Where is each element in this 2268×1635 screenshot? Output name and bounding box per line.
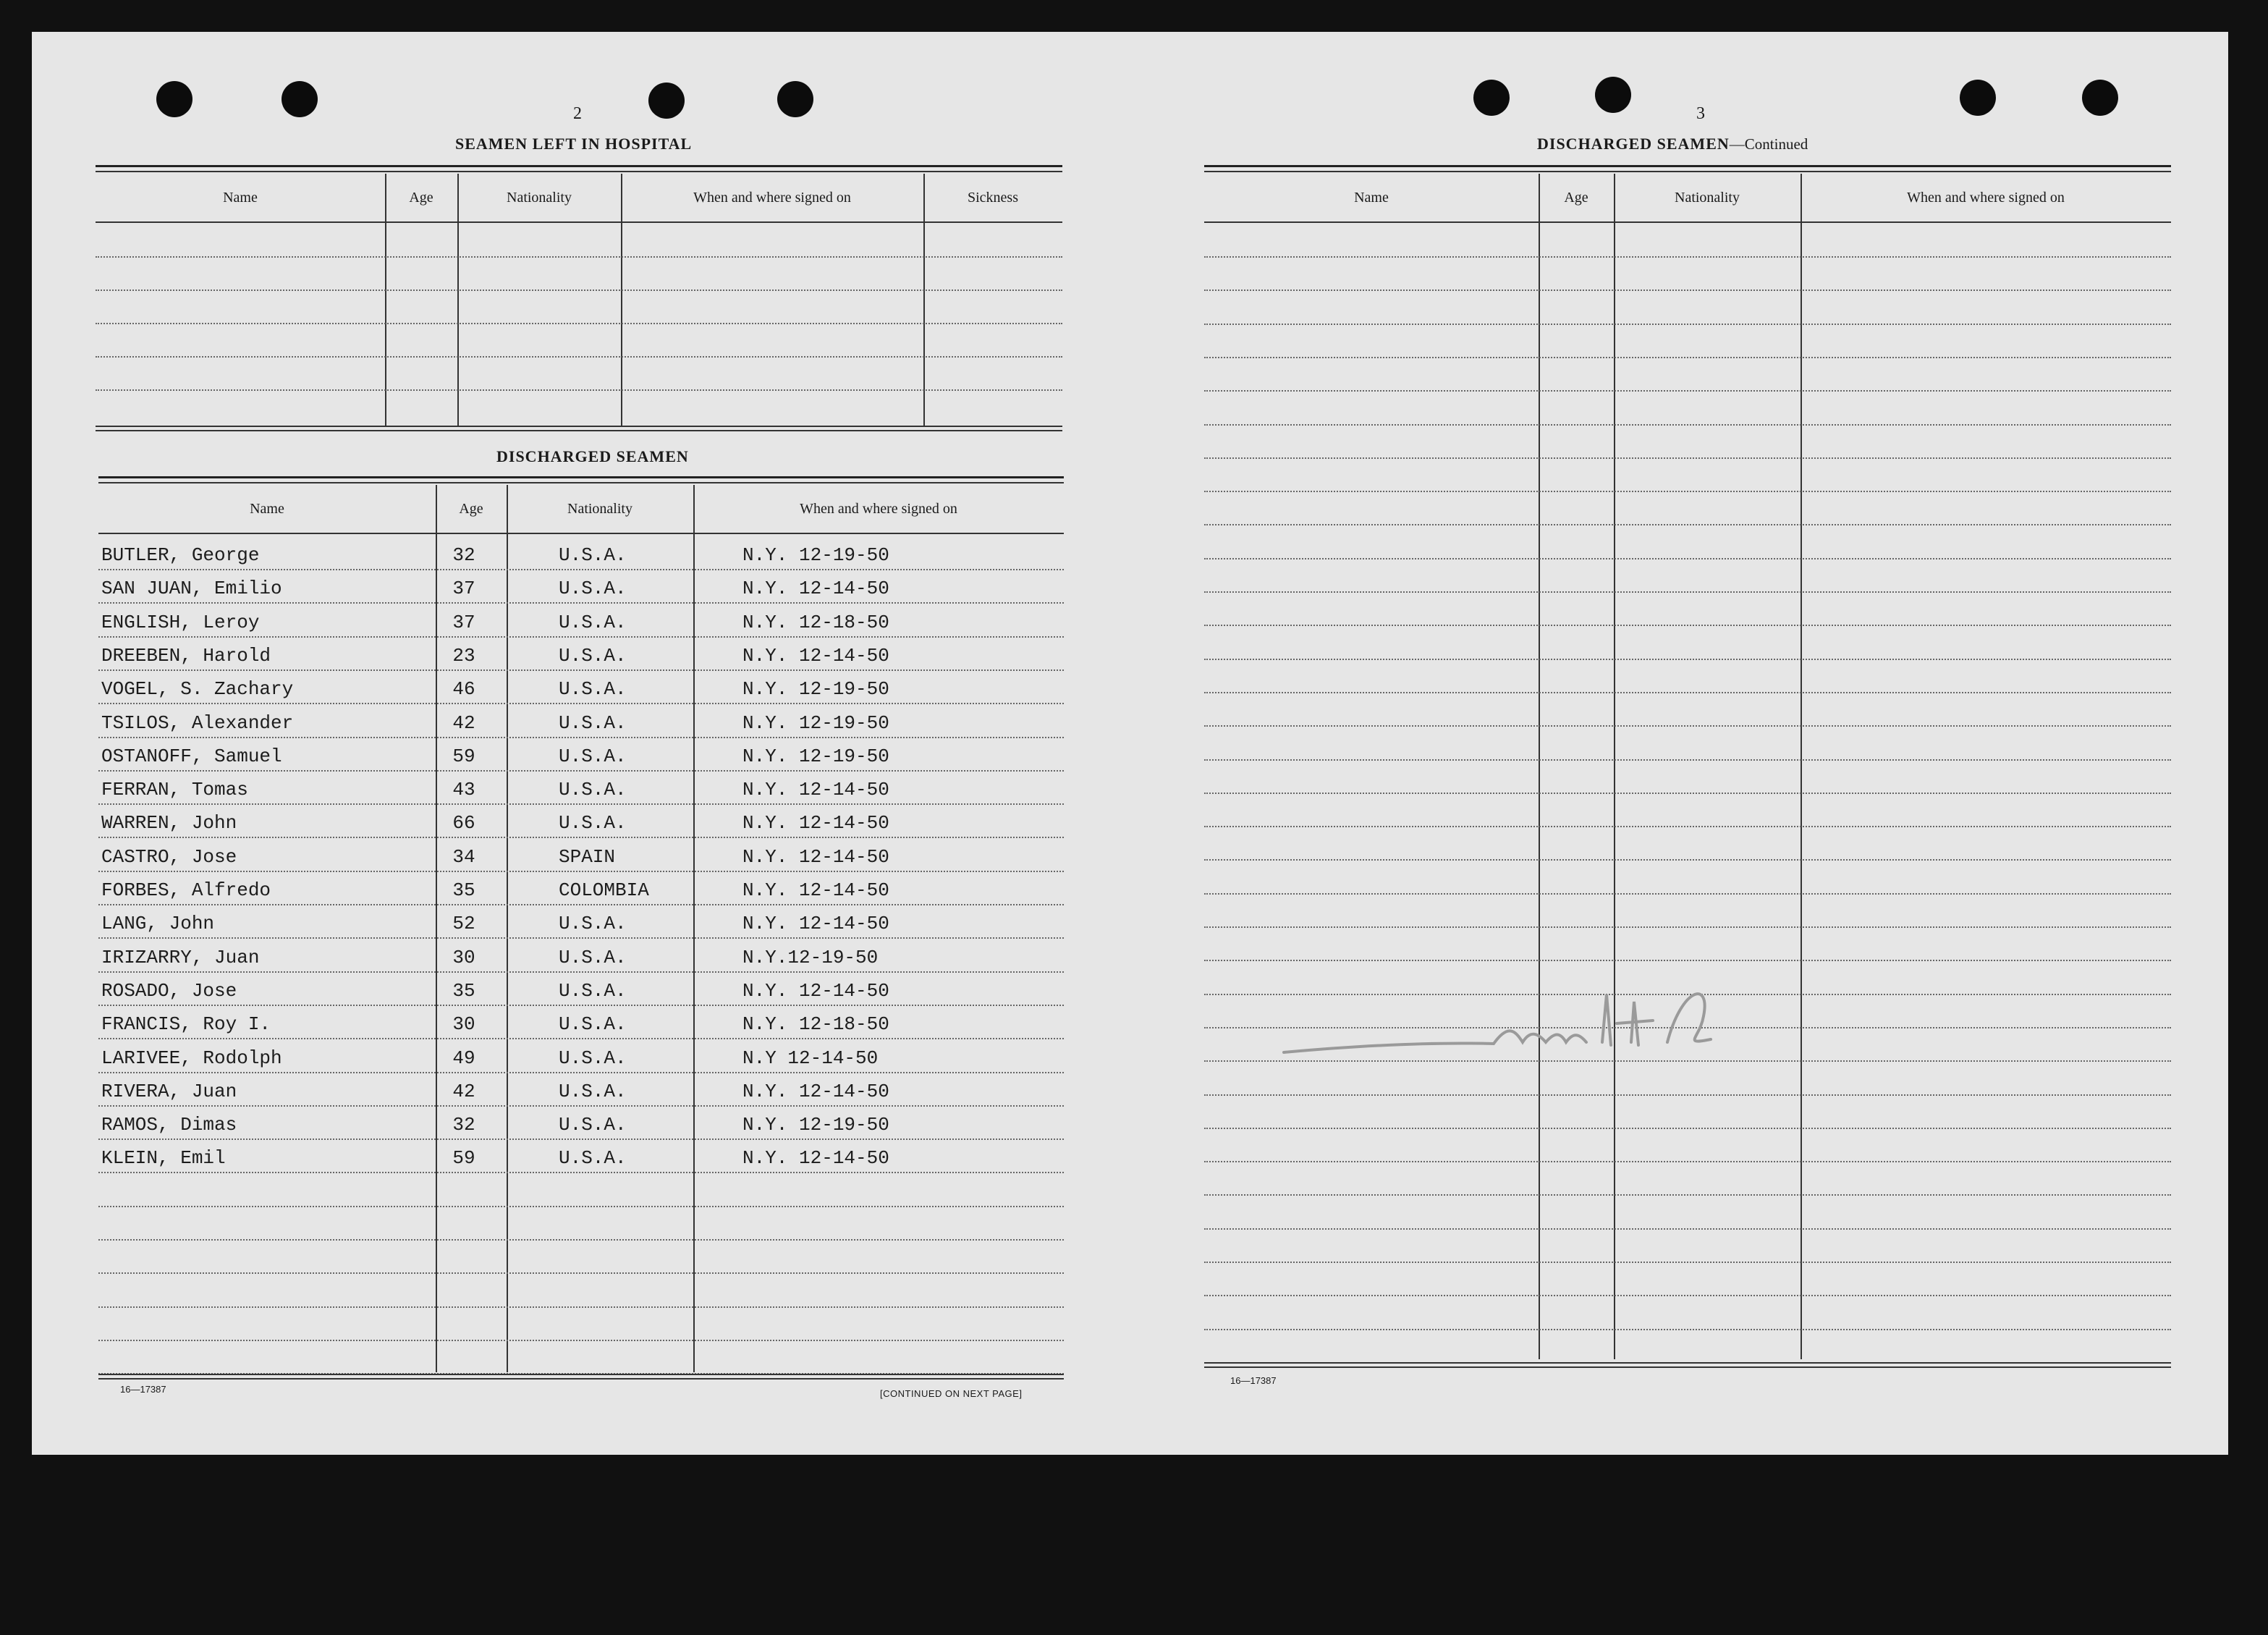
- cell-age: 30: [452, 946, 475, 968]
- cell-signed-on: N.Y. 12-18-50: [742, 1013, 889, 1036]
- cell-nationality: U.S.A.: [559, 1147, 627, 1170]
- cell-nationality: U.S.A.: [559, 711, 627, 734]
- punch-hole: [282, 81, 318, 117]
- discharged-col-name: Name: [250, 501, 284, 517]
- punch-hole: [1960, 80, 1996, 116]
- hospital-col-nationality: Nationality: [507, 190, 572, 206]
- cell-signed-on: N.Y. 12-14-50: [742, 1147, 889, 1170]
- right-col-signed-on: When and where signed on: [1907, 190, 2065, 206]
- cell-name: FERRAN, Tomas: [101, 779, 248, 801]
- hospital-table: [96, 165, 1062, 462]
- right-col-name: Name: [1354, 190, 1389, 206]
- punch-hole: [2082, 80, 2118, 116]
- cell-signed-on: N.Y. 12-14-50: [742, 1080, 889, 1102]
- cell-nationality: U.S.A.: [559, 946, 627, 968]
- cell-age: 37: [452, 578, 475, 600]
- cell-nationality: U.S.A.: [559, 678, 627, 701]
- cell-name: LARIVEE, Rodolph: [101, 1047, 282, 1069]
- cell-name: WARREN, John: [101, 812, 237, 835]
- cell-signed-on: N.Y. 12-14-50: [742, 879, 889, 901]
- cell-age: 37: [452, 611, 475, 633]
- cell-nationality: U.S.A.: [559, 644, 627, 667]
- punch-hole: [1473, 80, 1510, 116]
- cell-age: 35: [452, 879, 475, 901]
- right-page-number: 3: [1696, 104, 1705, 123]
- cell-signed-on: N.Y. 12-19-50: [742, 1114, 889, 1136]
- cell-name: ENGLISH, Leroy: [101, 611, 260, 633]
- cell-nationality: U.S.A.: [559, 812, 627, 835]
- cell-name: FORBES, Alfredo: [101, 879, 271, 901]
- cell-nationality: U.S.A.: [559, 1080, 627, 1102]
- cell-name: LANG, John: [101, 913, 215, 935]
- right-title-suffix: —Continued: [1729, 135, 1808, 153]
- cell-name: TSILOS, Alexander: [101, 711, 294, 734]
- cell-signed-on: N.Y. 12-14-50: [742, 812, 889, 835]
- cell-nationality: U.S.A.: [559, 745, 627, 767]
- continued-table: [1204, 165, 2171, 1410]
- left-page-number: 2: [573, 104, 582, 123]
- cell-name: DREEBEN, Harold: [101, 644, 271, 667]
- cell-age: 42: [452, 711, 475, 734]
- cell-signed-on: N.Y. 12-14-50: [742, 779, 889, 801]
- cell-name: IRIZARRY, Juan: [101, 946, 260, 968]
- cell-name: ROSADO, Jose: [101, 979, 237, 1002]
- cell-nationality: U.S.A.: [559, 913, 627, 935]
- cell-signed-on: N.Y 12-14-50: [742, 1047, 879, 1069]
- cell-age: 66: [452, 812, 475, 835]
- cell-nationality: U.S.A.: [559, 779, 627, 801]
- right-section-title: [1537, 135, 1808, 153]
- cell-age: 59: [452, 1147, 475, 1170]
- cell-nationality: COLOMBIA: [559, 879, 649, 901]
- cell-nationality: U.S.A.: [559, 1047, 627, 1069]
- cell-signed-on: N.Y. 12-19-50: [742, 711, 889, 734]
- cell-signed-on: N.Y. 12-14-50: [742, 578, 889, 600]
- cell-signed-on: N.Y.12-19-50: [742, 946, 879, 968]
- cell-name: OSTANOFF, Samuel: [101, 745, 282, 767]
- cell-nationality: U.S.A.: [559, 1013, 627, 1036]
- hospital-col-sickness: Sickness: [968, 190, 1018, 206]
- cell-signed-on: N.Y. 12-19-50: [742, 745, 889, 767]
- cell-age: 42: [452, 1080, 475, 1102]
- cell-age: 32: [452, 544, 475, 566]
- cell-age: 23: [452, 644, 475, 667]
- cell-nationality: U.S.A.: [559, 979, 627, 1002]
- handwritten-scrawl: [1277, 973, 1740, 1074]
- discharged-col-signed-on: When and where signed on: [800, 501, 957, 517]
- hospital-col-name: Name: [223, 190, 258, 206]
- cell-name: KLEIN, Emil: [101, 1147, 226, 1170]
- cell-name: RAMOS, Dimas: [101, 1114, 237, 1136]
- discharged-col-nationality: Nationality: [567, 501, 632, 517]
- cell-name: BUTLER, George: [101, 544, 260, 566]
- cell-age: 43: [452, 779, 475, 801]
- cell-age: 35: [452, 979, 475, 1002]
- cell-age: 46: [452, 678, 475, 701]
- left-form-number: 16—17387: [120, 1384, 166, 1395]
- cell-signed-on: N.Y. 12-14-50: [742, 845, 889, 868]
- discharged-section-title: DISCHARGED SEAMEN: [496, 447, 689, 465]
- cell-nationality: U.S.A.: [559, 544, 627, 566]
- cell-age: 34: [452, 845, 475, 868]
- cell-nationality: U.S.A.: [559, 1114, 627, 1136]
- cell-signed-on: N.Y. 12-19-50: [742, 678, 889, 701]
- hospital-col-age: Age: [409, 190, 433, 206]
- cell-age: 52: [452, 913, 475, 935]
- cell-age: 59: [452, 745, 475, 767]
- cell-age: 49: [452, 1047, 475, 1069]
- cell-name: FRANCIS, Roy I.: [101, 1013, 271, 1036]
- cell-name: VOGEL, S. Zachary: [101, 678, 294, 701]
- hospital-section-title: SEAMEN LEFT IN HOSPITAL: [455, 135, 693, 153]
- cell-nationality: SPAIN: [559, 845, 616, 868]
- cell-age: 32: [452, 1114, 475, 1136]
- cell-age: 30: [452, 1013, 475, 1036]
- punch-hole: [1595, 77, 1631, 113]
- cell-signed-on: N.Y. 12-19-50: [742, 544, 889, 566]
- document-sheet: [32, 32, 2228, 1455]
- cell-nationality: U.S.A.: [559, 578, 627, 600]
- right-col-nationality: Nationality: [1675, 190, 1740, 206]
- cell-name: CASTRO, Jose: [101, 845, 237, 868]
- right-col-age: Age: [1564, 190, 1588, 206]
- punch-hole: [156, 81, 192, 117]
- continued-note: [CONTINUED ON NEXT PAGE]: [880, 1388, 1023, 1399]
- punch-hole: [648, 83, 685, 119]
- discharged-col-age: Age: [459, 501, 483, 517]
- cell-signed-on: N.Y. 12-14-50: [742, 913, 889, 935]
- cell-name: RIVERA, Juan: [101, 1080, 237, 1102]
- cell-nationality: U.S.A.: [559, 611, 627, 633]
- right-title-main: DISCHARGED SEAMEN: [1537, 135, 1730, 153]
- cell-signed-on: N.Y. 12-18-50: [742, 611, 889, 633]
- punch-hole: [777, 81, 813, 117]
- right-form-number: 16—17387: [1230, 1375, 1277, 1386]
- cell-name: SAN JUAN, Emilio: [101, 578, 282, 600]
- cell-signed-on: N.Y. 12-14-50: [742, 979, 889, 1002]
- hospital-col-signed-on: When and where signed on: [693, 190, 851, 206]
- discharged-table: [98, 476, 1064, 1417]
- cell-signed-on: N.Y. 12-14-50: [742, 644, 889, 667]
